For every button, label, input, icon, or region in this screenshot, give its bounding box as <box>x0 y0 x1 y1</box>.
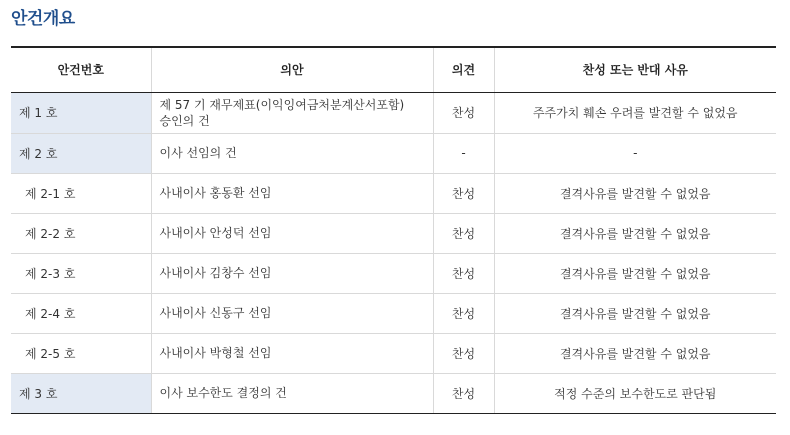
table-row <box>11 373 776 413</box>
agenda-opinion: 찬성 <box>433 293 494 333</box>
table-row <box>11 133 776 173</box>
agenda-reason: 결격사유를 발견할 수 없었음 <box>494 173 776 213</box>
header-opinion: 의견 <box>433 47 494 92</box>
agenda-number: 제 2-3 호 <box>11 253 151 293</box>
table-row <box>11 253 776 293</box>
agenda-opinion: 찬성 <box>433 173 494 213</box>
agenda-number: 제 2-5 호 <box>11 333 151 373</box>
agenda-title <box>151 92 433 133</box>
agenda-reason: - <box>494 133 776 173</box>
header-agenda-number: 안건번호 <box>11 47 151 92</box>
table-row <box>11 173 776 213</box>
agenda-table <box>11 46 776 414</box>
agenda-number: 제 3 호 <box>11 373 151 413</box>
agenda-title-line: 승인의 건 <box>159 113 210 128</box>
agenda-title: 사내이사 안성덕 선임 <box>151 213 433 253</box>
agenda-title: 사내이사 신동구 선임 <box>151 293 433 333</box>
agenda-title: 사내이사 박형철 선임 <box>151 333 433 373</box>
agenda-title: 이사 선임의 건 <box>151 133 433 173</box>
table-row <box>11 92 776 133</box>
agenda-title: 사내이사 홍동환 선임 <box>151 173 433 213</box>
agenda-number: 제 2 호 <box>11 133 151 173</box>
agenda-number: 제 1 호 <box>11 92 151 133</box>
header-reason: 찬성 또는 반대 사유 <box>494 47 776 92</box>
agenda-opinion: 찬성 <box>433 92 494 133</box>
table-header-row <box>11 47 776 92</box>
table-row <box>11 333 776 373</box>
agenda-reason: 결격사유를 발견할 수 없었음 <box>494 333 776 373</box>
agenda-reason: 결격사유를 발견할 수 없었음 <box>494 213 776 253</box>
agenda-opinion: - <box>433 133 494 173</box>
agenda-opinion: 찬성 <box>433 213 494 253</box>
agenda-reason: 적정 수준의 보수한도로 판단됨 <box>494 373 776 413</box>
agenda-number: 제 2-1 호 <box>11 173 151 213</box>
agenda-reason: 결격사유를 발견할 수 없었음 <box>494 253 776 293</box>
agenda-number: 제 2-2 호 <box>11 213 151 253</box>
agenda-title: 이사 보수한도 결정의 건 <box>151 373 433 413</box>
agenda-reason: 결격사유를 발견할 수 없었음 <box>494 293 776 333</box>
agenda-title-line: 제 57 기 재무제표(이익잉여금처분계산서포함) <box>159 97 405 112</box>
agenda-opinion: 찬성 <box>433 373 494 413</box>
agenda-title: 사내이사 김창수 선임 <box>151 253 433 293</box>
agenda-reason: 주주가치 훼손 우려를 발견할 수 없었음 <box>494 92 776 133</box>
section-title: 안건개요 <box>11 9 75 29</box>
agenda-opinion: 찬성 <box>433 333 494 373</box>
agenda-opinion: 찬성 <box>433 253 494 293</box>
agenda-number: 제 2-4 호 <box>11 293 151 333</box>
table-row <box>11 293 776 333</box>
header-agenda: 의안 <box>151 47 433 92</box>
table-row <box>11 213 776 253</box>
